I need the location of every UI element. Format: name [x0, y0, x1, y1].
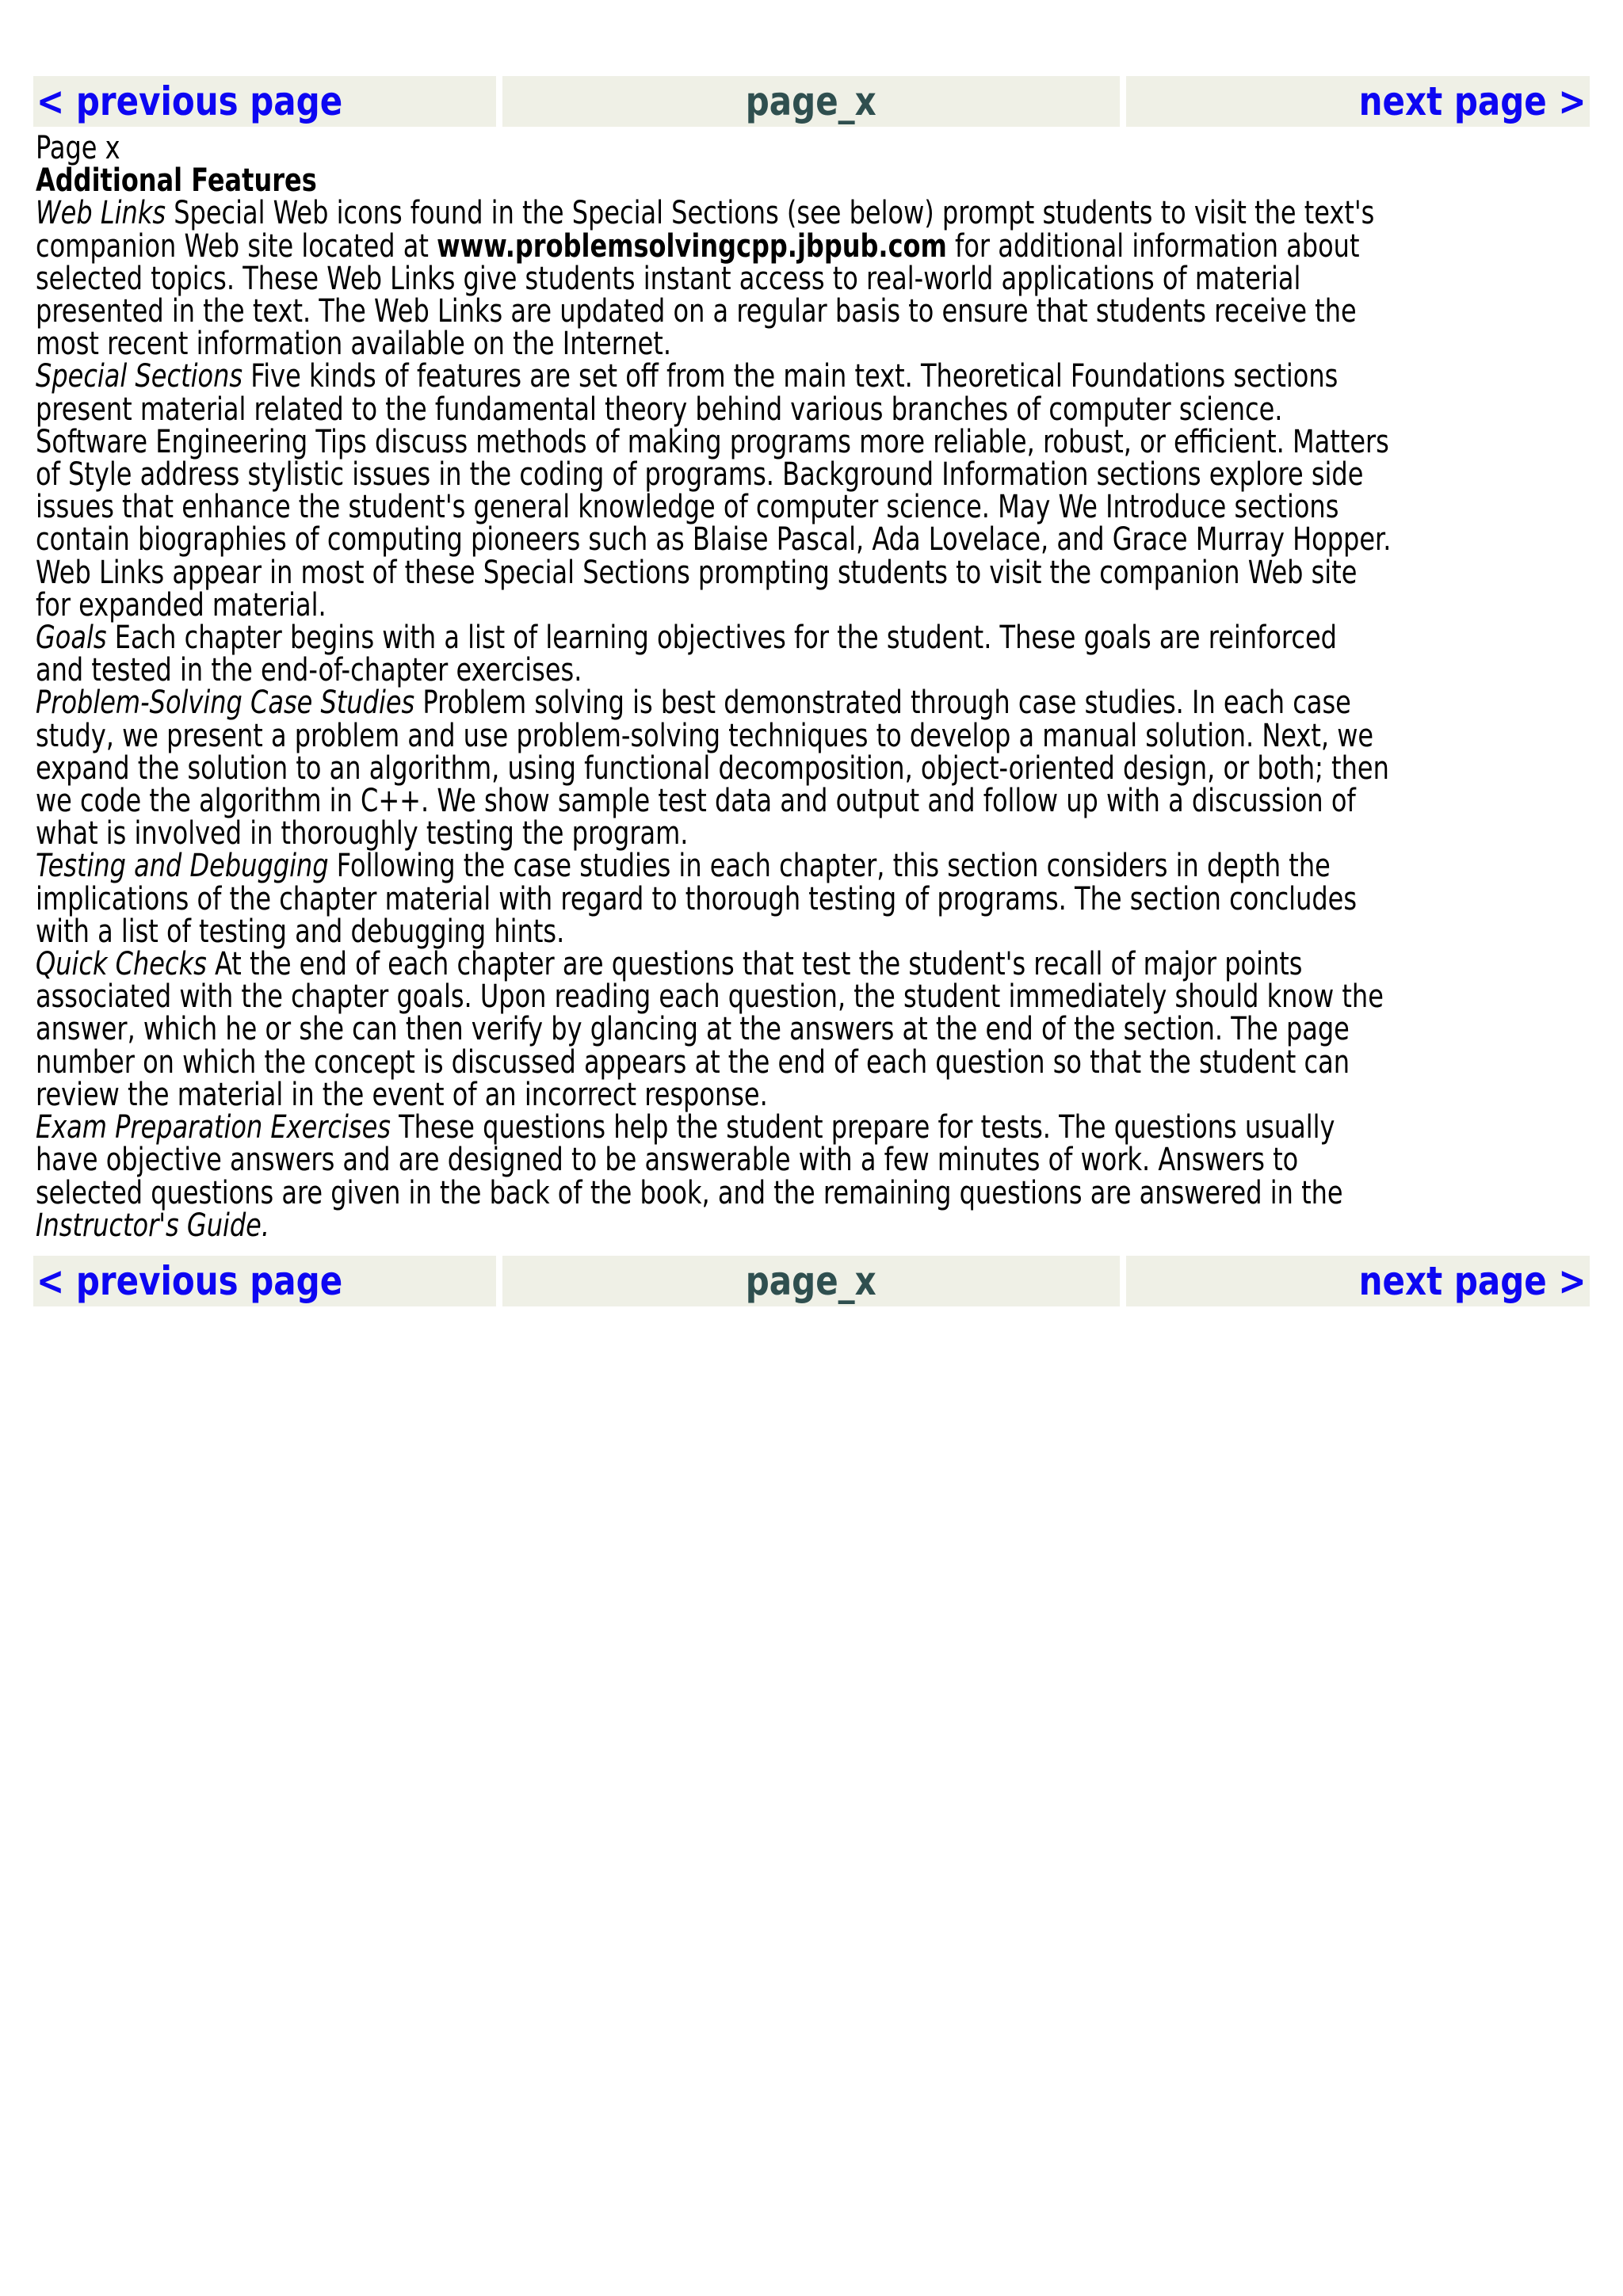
feature-text: Web Links appear in most of these Special Sections prompting students to visit the companion Web site [36, 554, 1358, 591]
feature-text: for expanded material. [36, 586, 327, 624]
feature-text: and tested in the end-of-chapter exercises. [36, 652, 582, 689]
feature-text: Problem solving is best demonstrated through case studies. In each case [414, 685, 1351, 722]
feature-testing-debugging [36, 850, 1557, 948]
feature-case-studies [36, 687, 1557, 850]
instructors-guide-reference: Instructor's Guide. [36, 1207, 270, 1244]
feature-text: Each chapter begins with a list of learning objectives for the student. These goals are reinforced [106, 620, 1337, 657]
previous-page-link[interactable]: < previous page [36, 1258, 343, 1304]
feature-text: contain biographies of computing pioneers such as Blaise Pascal, Ada Lovelace, and Grace Murray Hopper. [36, 521, 1392, 559]
feature-term: Problem-Solving Case Studies [36, 685, 415, 722]
feature-text: associated with the chapter goals. Upon reading each question, the student immediately should know the [36, 978, 1384, 1016]
top-page-navigation [33, 76, 1590, 127]
feature-term: Quick Checks [36, 946, 207, 983]
feature-text: review the material in the event of an incorrect response. [36, 1076, 768, 1113]
feature-text: selected questions are given in the back of the book, and the remaining questions are answered in the [36, 1174, 1343, 1211]
previous-page-link[interactable]: < previous page [36, 78, 343, 124]
feature-text: presented in the text. The Web Links are updated on a regular basis to ensure that students receive the [36, 293, 1357, 330]
feature-text: number on which the concept is discussed appears at the end of each question so that the student can [36, 1043, 1350, 1081]
feature-text: for additional information about [946, 227, 1360, 265]
feature-text: Special Web icons found in the Special Sections (see below) prompt students to visit the text's [166, 195, 1375, 232]
feature-web-links [36, 195, 1557, 363]
next-page-link[interactable]: next page > [1359, 1258, 1587, 1304]
feature-text: have objective answers and are designed to be answerable with a few minutes of work. Answers to [36, 1142, 1299, 1179]
feature-text: study, we present a problem and use problem-solving techniques to develop a manual solution. Next, we [36, 717, 1374, 754]
page-label: page_x [745, 78, 877, 124]
feature-text: with a list of testing and debugging hints. [36, 913, 565, 950]
feature-text: companion Web site located at [36, 227, 437, 265]
feature-quick-checks [36, 948, 1557, 1112]
feature-text: most recent information available on the Internet. [36, 326, 671, 363]
bottom-next-cell [1126, 1256, 1590, 1306]
feature-text: implications of the chapter material with regard to thorough testing of programs. The section concludes [36, 880, 1358, 917]
feature-text: answer, which he or she can then verify by glancing at the answers at the end of the section. The page [36, 1011, 1350, 1048]
feature-text: expand the solution to an algorithm, using functional decomposition, object-oriented design, or both; then [36, 749, 1389, 787]
feature-term: Web Links [36, 195, 166, 232]
feature-text: we code the algorithm in C++. We show sample test data and output and follow up with a discussion of [36, 783, 1356, 820]
feature-exam-preparation [36, 1109, 1557, 1244]
bottom-page-navigation [33, 1256, 1590, 1306]
top-next-cell [1126, 76, 1590, 127]
top-prev-cell [33, 76, 496, 127]
companion-website-url: www.problemsolvingcpp.jbpub.com [437, 227, 947, 265]
top-page-label-cell [502, 76, 1120, 127]
next-page-link[interactable]: next page > [1359, 78, 1587, 124]
page-label: page_x [745, 1258, 877, 1304]
feature-text: At the end of each chapter are questions that test the student's recall of major points [206, 946, 1303, 983]
section-heading: Additional Features [36, 162, 317, 200]
feature-text: selected topics. These Web Links give students instant access to real-world applications of material [36, 260, 1301, 297]
bottom-page-label-cell [502, 1256, 1120, 1306]
feature-goals [36, 622, 1557, 687]
feature-term: Testing and Debugging [36, 848, 329, 885]
document-body [36, 132, 1557, 1242]
feature-text: Five kinds of features are set off from the main text. Theoretical Foundations sections [242, 358, 1338, 395]
feature-text: These questions help the student prepare for tests. The questions usually [390, 1109, 1335, 1146]
bottom-prev-cell [33, 1256, 496, 1306]
feature-term: Special Sections [36, 358, 243, 395]
feature-text: issues that enhance the student's general knowledge of computer science. May We Introduce sections [36, 489, 1339, 526]
feature-text: Following the case studies in each chapter, this section considers in depth the [328, 848, 1331, 885]
feature-special-sections [36, 360, 1557, 622]
feature-text: of Style address stylistic issues in the coding of programs. Background Information sections explore side [36, 456, 1364, 494]
feature-text: Software Engineering Tips discuss methods of making programs more reliable, robust, or efficient. Matters [36, 423, 1389, 460]
feature-term: Goals [36, 620, 107, 657]
page-marker: Page x [36, 130, 120, 166]
feature-text: present material related to the fundamental theory behind various branches of computer science. [36, 391, 1283, 428]
feature-term: Exam Preparation Exercises [36, 1109, 391, 1146]
feature-text: what is involved in thoroughly testing the program. [36, 815, 689, 852]
